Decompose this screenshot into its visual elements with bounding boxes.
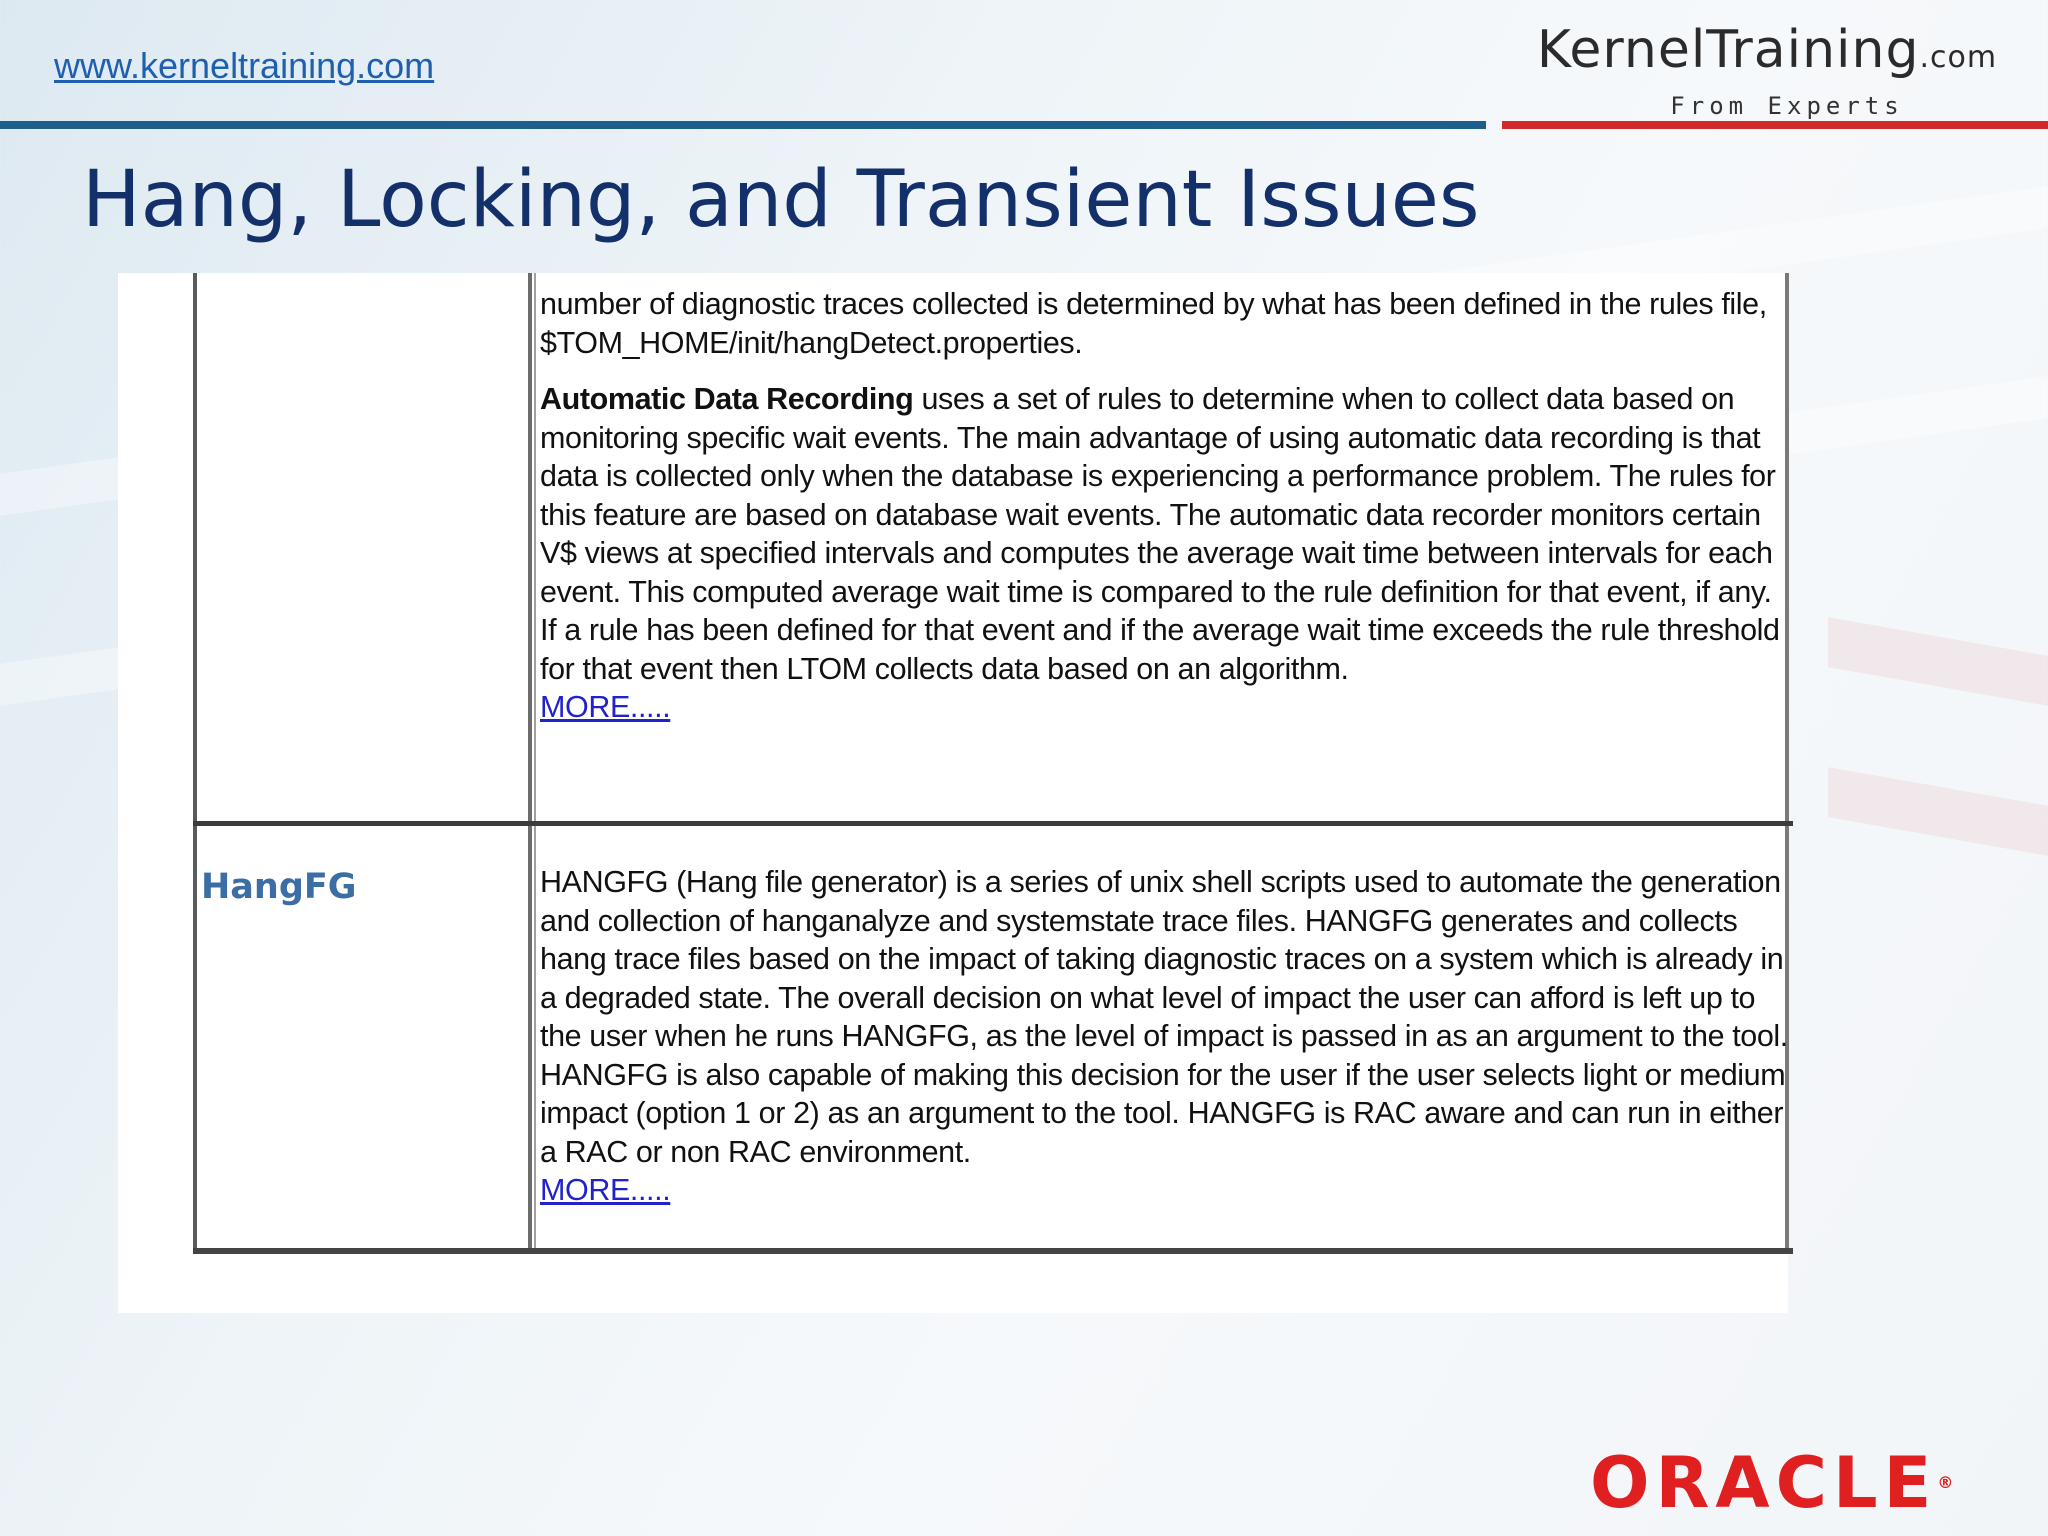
- background-accent: [1828, 767, 2048, 863]
- background-accent: [1828, 617, 2048, 713]
- table-border-middle: [528, 273, 532, 1253]
- table-bottom-border: [193, 1248, 1793, 1254]
- more-link-ltom[interactable]: MORE.....: [540, 690, 671, 724]
- slide-title: Hang, Locking, and Transient Issues: [82, 155, 1480, 245]
- table-border-middle-inner: [534, 273, 536, 1253]
- oracle-logo: ORACLE®: [1590, 1442, 1954, 1524]
- site-url-link[interactable]: www.kerneltraining.com: [54, 45, 435, 86]
- table-row-hangfg-description: [540, 863, 1790, 1210]
- table-row-divider: [193, 821, 1793, 826]
- table-row-ltom-description: [540, 285, 1790, 727]
- brand-name: KernelTraining.com: [1536, 20, 1998, 80]
- hangfg-paragraph: HANGFG (Hang file generator) is a series of unix shell scripts used to automate the generation and collection of hanganalyze and systemstate trace files. HANGFG generates and collects hang trace files based on the impact of taking diagnostic traces on a system which is already in a degraded state. The overall decision on what level of impact the user can afford is left up to the user when he runs HANGFG, as the level of impact is passed in as an argument to the tool. HANGFG is also capable of making this decision for the user if the user selects light or medium impact (option 1 or 2) as an argument to the tool. HANGFG is RAC aware and can run in either a RAC or non RAC environment.: [540, 865, 1788, 1169]
- ltom-bold-heading: Automatic Data Recording: [540, 382, 914, 416]
- brand-tagline: From Experts: [1670, 92, 1904, 120]
- header-rule-blue: [0, 121, 1486, 129]
- table-border-left: [193, 273, 197, 1253]
- more-link-hangfg[interactable]: MORE.....: [540, 1173, 671, 1207]
- ltom-intro-text: number of diagnostic traces collected is determined by what has been defined in the rules file, $TOM_HOME/init/hangDetect.properties.: [540, 287, 1767, 360]
- document-panel: [118, 273, 1788, 1313]
- ltom-paragraph: uses a set of rules to determine when to collect data based on monitoring specific wait events. The main advantage of using automatic data recording is that data is collected only when the database is experiencing a performance problem. The rules for this feature are based on database wait events. The automatic data recorder monitors certain V$ views at specified intervals and computes the average wait time between intervals for each event. This computed average wait time is compared to the rule definition for that event, if any. If a rule has been defined for that event and if the average wait time exceeds the rule threshold for that event then LTOM collects data based on an algorithm.: [540, 382, 1780, 686]
- header-rule-red: [1502, 121, 2048, 129]
- brand-logo: [1502, 18, 2032, 122]
- table-row-label-hangfg: HangFG: [201, 867, 357, 907]
- ltom-automatic-data-recording: [540, 380, 1790, 688]
